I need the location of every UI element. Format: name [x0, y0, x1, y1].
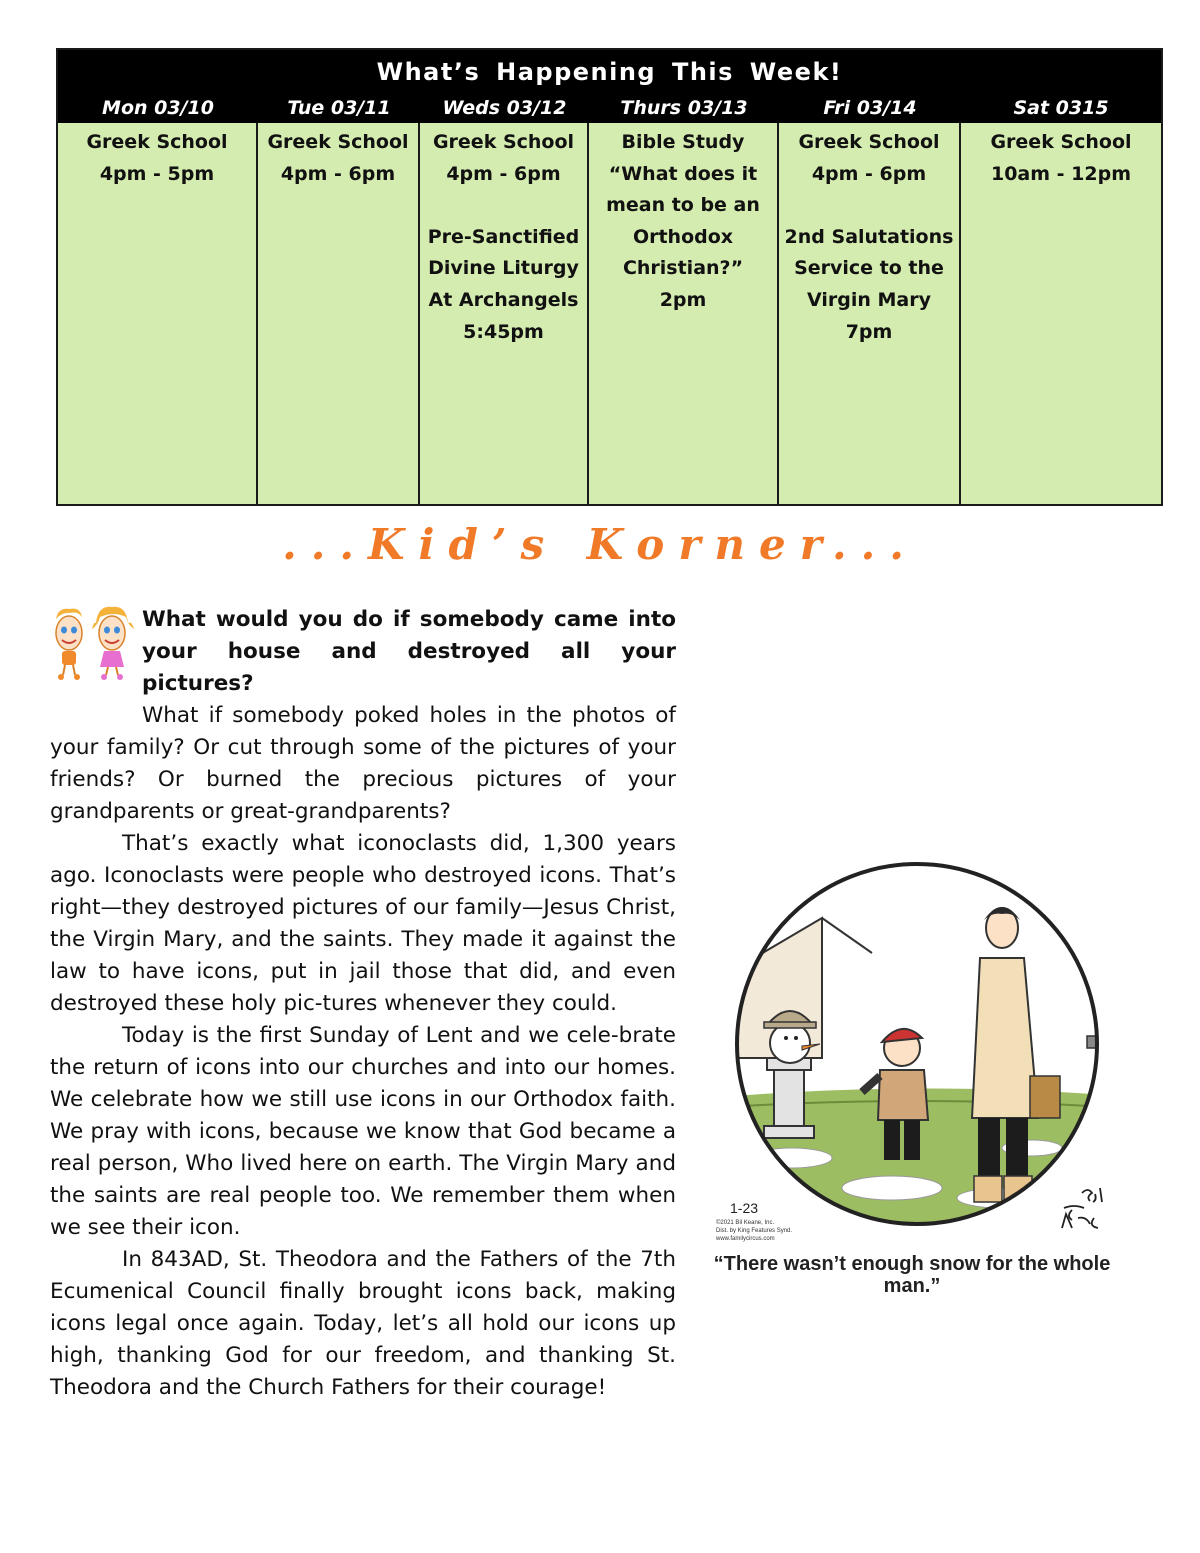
family-circus-comic	[712, 858, 1122, 1298]
event-line: Service to the	[794, 257, 944, 280]
day-header-fri: Fri 03/14	[823, 97, 917, 119]
event-line: “What does it	[608, 162, 758, 185]
comic-copyright: ©2021 Bil Keane, Inc.	[716, 1220, 775, 1226]
day-header-row	[58, 94, 1161, 122]
event-line: Virgin Mary	[807, 288, 931, 311]
event-line: 4pm - 5pm	[99, 162, 215, 185]
event-line: 7pm	[845, 320, 893, 343]
day-cell-mon	[58, 123, 258, 504]
event-line: 5:45pm	[463, 320, 544, 343]
day-header-tue: Tue 03/11	[287, 97, 391, 119]
event-line: Greek School	[86, 131, 228, 153]
article-question: What would you do if somebody came into your house and destroyed all your pictures?	[142, 607, 676, 696]
event-line: 4pm - 6pm	[280, 162, 396, 185]
day-header-wed: Weds 03/12	[442, 97, 567, 119]
day-cell-wed	[420, 123, 589, 504]
day-header-thu: Thurs 03/13	[620, 97, 748, 119]
event-line: 4pm - 6pm	[446, 162, 561, 185]
article-paragraph-1	[50, 604, 676, 700]
schedule-header	[58, 50, 1161, 123]
event-line	[420, 190, 587, 222]
event-line: 2nd Salutations	[784, 225, 954, 248]
day-header-sat: Sat 0315	[1013, 97, 1109, 119]
article-paragraph-1-rest: What if somebody poked holes in the photos of your family? Or cut through some of the pictures of your friends? Or burned the precious pictures of your grandparents or great-grandparents?	[50, 703, 676, 824]
kids-korner-heading: ...Kid’s Korner...	[282, 520, 918, 569]
event-line: At Archangels	[428, 288, 579, 311]
day-cell-thu	[589, 123, 779, 504]
kids-korner-article	[50, 604, 676, 1404]
weekly-schedule-table	[56, 48, 1163, 506]
event-line: Greek School	[432, 131, 575, 153]
day-cell-fri	[779, 123, 961, 504]
comic-distributor: Dist. by King Features Synd.	[716, 1228, 793, 1234]
comic-caption: “There wasn’t enough snow for the whole man.”	[713, 1253, 1111, 1297]
event-line: 10am - 12pm	[990, 162, 1131, 185]
event-line: Bible Study	[621, 131, 745, 153]
schedule-cells	[58, 123, 1161, 504]
event-line: 4pm - 6pm	[811, 162, 927, 185]
article-paragraph-2: That’s exactly what iconoclasts did, 1,300 years ago. Iconoclasts were people who destroyed icons. That’s right—they destroyed pictures of our family—Jesus Christ, the Virgin Mary, and the saints. They made it against the law to have icons, put in jail those that did, and even destroyed these holy pic-tures whenever they could.	[50, 831, 676, 1016]
event-line: 2pm	[659, 288, 707, 311]
event-line	[779, 190, 959, 222]
event-line: Greek School	[267, 131, 409, 153]
day-cell-sat	[961, 123, 1161, 504]
event-line: Pre-Sanctified	[427, 225, 580, 248]
event-line: Greek School	[798, 131, 940, 153]
event-line: Orthodox	[632, 225, 734, 248]
comic-signature-icon	[1062, 1188, 1102, 1228]
schedule-title: What’s Happening This Week!	[376, 58, 843, 86]
article-paragraph-3: Today is the first Sunday of Lent and we cele-brate the return of icons into our churches and into our homes. We celebrate how we still use icons in our Orthodox faith. We pray with icons, because we know that God became a real person, Who lived here on earth. The Virgin Mary and the saints are real people too. We remember them when we see their icon.	[50, 1023, 676, 1240]
event-line: Christian?”	[622, 257, 744, 280]
day-cell-tue	[258, 123, 420, 504]
article-paragraph-4: In 843AD, St. Theodora and the Fathers of the 7th Ecumenical Council finally brought icons back, making icons legal once again. Today, let’s all hold our icons up high, thanking God for our freedom, and thanking St. Theodora and the Church Fathers for their courage!	[50, 1247, 676, 1400]
comic-date: 1-23	[730, 1200, 759, 1216]
day-header-mon: Mon 03/10	[102, 97, 214, 119]
comic-website: www.familycircus.com	[716, 1236, 775, 1242]
event-line: mean to be an	[606, 194, 760, 217]
event-line: Divine Liturgy	[428, 257, 579, 280]
event-line: Greek School	[990, 131, 1132, 153]
